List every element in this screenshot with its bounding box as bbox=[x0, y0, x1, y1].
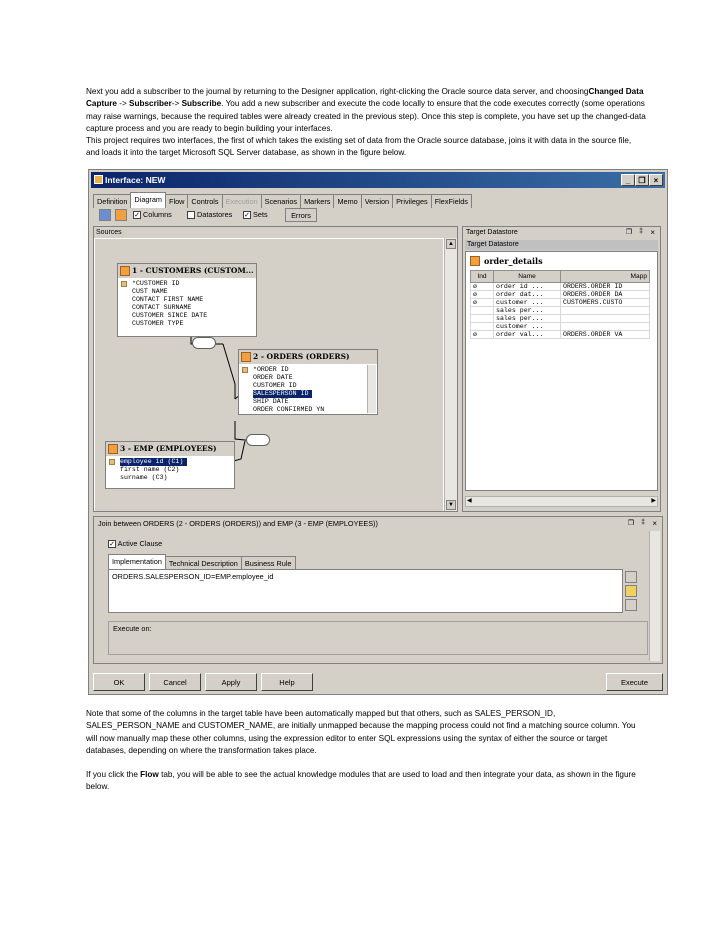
ds3-title-text: 3 - EMP (EMPLOYEES) bbox=[120, 444, 217, 453]
tab-privileges[interactable]: Privileges bbox=[392, 194, 432, 208]
datastores-label: Datastores bbox=[197, 210, 233, 219]
join-properties-panel bbox=[93, 516, 663, 664]
scroll-left-icon[interactable]: ◀ bbox=[467, 498, 472, 504]
datastore-customers-title bbox=[118, 264, 256, 278]
active-clause-label: Active Clause bbox=[117, 539, 163, 548]
scroll-right-icon[interactable]: ▶ bbox=[651, 498, 656, 504]
menu-path-subscribe: Subscribe bbox=[181, 99, 222, 109]
column-item[interactable]: CUST NAME bbox=[132, 288, 168, 295]
mapped-indicator: ø bbox=[471, 291, 494, 299]
target-name bbox=[470, 256, 543, 266]
sets-checkbox[interactable]: ✓ bbox=[244, 212, 250, 220]
mapped-indicator: ø bbox=[471, 283, 494, 291]
sources-panel bbox=[93, 226, 458, 512]
datastore-icon bbox=[120, 266, 130, 276]
columns-label: Columns bbox=[143, 210, 172, 219]
join-icon-customers-orders[interactable] bbox=[192, 337, 216, 349]
intro-paragraph bbox=[86, 86, 646, 160]
cell-name: sales per... bbox=[494, 315, 561, 323]
app-icon bbox=[94, 175, 103, 184]
column-item[interactable]: ORDER CONFIRMED YN bbox=[253, 406, 325, 413]
datastore-emp-title bbox=[106, 442, 234, 456]
column-header[interactable]: Ind bbox=[471, 271, 494, 283]
sources-scrollbar[interactable] bbox=[444, 238, 457, 511]
pencil-icon[interactable] bbox=[625, 585, 637, 597]
datastore-icon bbox=[108, 444, 118, 454]
close-icon[interactable]: × bbox=[652, 519, 657, 528]
column-header[interactable]: Mapp bbox=[561, 271, 650, 283]
execute-on-label: Execute on: bbox=[113, 624, 152, 633]
flow-tab-ref: Flow bbox=[140, 770, 159, 779]
cell-mapping: ORDERS.ORDER VA bbox=[561, 331, 650, 339]
flow-text-a: If you click the bbox=[86, 770, 141, 779]
cancel-button[interactable]: Cancel bbox=[149, 673, 201, 691]
target-hscrollbar[interactable] bbox=[465, 496, 658, 507]
pin-icon[interactable]: ‡ bbox=[639, 228, 643, 235]
target-panel-label: Target Datastore bbox=[466, 229, 518, 236]
column-item[interactable]: CUSTOMER SINCE DATE bbox=[132, 312, 208, 319]
close-icon[interactable]: × bbox=[650, 228, 655, 237]
mapped-indicator: ø bbox=[471, 299, 494, 307]
datastore-icon bbox=[470, 256, 480, 266]
tab-definition[interactable]: Definition bbox=[93, 194, 131, 208]
join-title: Join between ORDERS (2 - ORDERS (ORDERS)) and EMP (3 - EMP (EMPLOYEES)) bbox=[98, 519, 378, 528]
target-name-text: order_details bbox=[484, 256, 543, 266]
columns-checkbox[interactable]: ✓ bbox=[134, 212, 140, 220]
tab-implementation[interactable]: Implementation bbox=[108, 554, 166, 570]
minimize-button[interactable]: _ bbox=[621, 174, 635, 186]
active-clause-checkbox[interactable]: ✓ bbox=[109, 541, 115, 549]
table-row[interactable] bbox=[471, 323, 650, 331]
column-header[interactable]: Name bbox=[494, 271, 561, 283]
apply-button[interactable]: Apply bbox=[205, 673, 257, 691]
datastore-orders[interactable] bbox=[238, 349, 378, 415]
column-item[interactable]: CUSTOMER ID bbox=[253, 382, 297, 389]
menu-path-cdc: Changed Data Capture bbox=[86, 87, 644, 109]
execute-on-group bbox=[108, 621, 648, 655]
flow-paragraph bbox=[86, 769, 646, 794]
restore-icon[interactable]: ❐ bbox=[635, 174, 649, 186]
datastore-orders-title bbox=[239, 350, 377, 364]
cell-mapping: ORDERS.ORDER ID bbox=[561, 283, 650, 291]
active-clause-row bbox=[108, 539, 162, 548]
key-icon bbox=[109, 459, 115, 465]
tab-execution[interactable]: Execution bbox=[222, 194, 262, 208]
join-icon-orders-emp[interactable] bbox=[246, 434, 270, 446]
arrow-sep-1: -> bbox=[116, 99, 129, 109]
window-title: Interface: NEW bbox=[105, 175, 166, 185]
tab-version[interactable]: Version bbox=[361, 194, 393, 208]
interfaces-text: This project requires two interfaces, the first of which takes the existing set of data from the Oracle source database, joins it with data in the source file, and loads it into the target Microsoft SQL Server database, as shown in the figure below. bbox=[86, 136, 632, 158]
column-item[interactable]: *ORDER ID bbox=[253, 366, 289, 373]
mapped-indicator: ø bbox=[471, 331, 494, 339]
join-tabs bbox=[108, 554, 295, 570]
column-item-selected[interactable]: SALESPERSON ID bbox=[253, 390, 312, 398]
pin-icon[interactable]: ‡ bbox=[641, 519, 645, 526]
mapping-paragraph: Note that some of the columns in the target table have been automatically mapped but that others, such as SALES_PERSON_ID, SALES_PERSON_NAME and CUSTOMER_NAME, are initially unmapped because the mapping process could not find a matching source column. You will now manually map these other columns, using the expression editor to enter SQL expressions using the syntax of either the source or target databases, depending on where the transformation takes place. bbox=[86, 709, 636, 755]
diagram-toolbar bbox=[93, 208, 663, 224]
key-icon bbox=[242, 367, 248, 373]
arrow-sep-2: -> bbox=[171, 99, 182, 109]
help-button[interactable]: Help bbox=[261, 673, 313, 691]
cell-mapping bbox=[561, 323, 650, 331]
cell-mapping bbox=[561, 307, 650, 315]
column-item[interactable]: first name (C2) bbox=[120, 466, 180, 473]
mapped-indicator bbox=[471, 315, 494, 323]
tab-technical-description[interactable]: Technical Description bbox=[165, 556, 242, 570]
tab-scenarios[interactable]: Scenarios bbox=[261, 194, 301, 208]
cell-mapping bbox=[561, 315, 650, 323]
target-sub-label: Target Datastore bbox=[465, 240, 658, 250]
tab-diagram[interactable]: Diagram bbox=[130, 192, 166, 208]
key-icon bbox=[121, 281, 127, 287]
ds1-title-text: 1 - CUSTOMERS (CUSTOM... bbox=[132, 266, 254, 275]
cell-name: customer ... bbox=[494, 299, 561, 307]
column-item[interactable]: CONTACT SURNAME bbox=[132, 304, 192, 311]
tab-controls[interactable]: Controls bbox=[187, 194, 222, 208]
tab-markers[interactable]: Markers bbox=[300, 194, 334, 208]
datastore-customers[interactable] bbox=[117, 263, 257, 337]
datastore-icon bbox=[241, 352, 251, 362]
scroll-up-icon[interactable]: ▲ bbox=[446, 239, 456, 249]
column-item[interactable]: CONTACT FIRST NAME bbox=[132, 296, 204, 303]
window-titlebar bbox=[91, 172, 665, 188]
datastore-icon[interactable] bbox=[115, 209, 127, 221]
table-row[interactable] bbox=[471, 291, 650, 299]
sets-label: Sets bbox=[253, 210, 268, 219]
column-item[interactable]: ORDER DATE bbox=[253, 374, 293, 381]
cell-mapping: ORDERS.ORDER DA bbox=[561, 291, 650, 299]
validate-icon[interactable] bbox=[625, 599, 637, 611]
intro-text: Next you add a subscriber to the journal by returning to the Designer application, right-clicking the Oracle source data server, and choosing bbox=[86, 87, 589, 96]
flow-text-c: tab, you will be able to see the actual knowledge modules that are used to load and then integrate your data, as shown in the figure below. bbox=[86, 770, 636, 792]
datastores-checkbox[interactable] bbox=[187, 211, 195, 219]
datastore-emp[interactable] bbox=[105, 441, 235, 489]
target-columns-table bbox=[470, 270, 650, 339]
cell-name: customer ... bbox=[494, 323, 561, 331]
table-row[interactable] bbox=[471, 283, 650, 291]
orders-scrollbar[interactable] bbox=[367, 365, 376, 413]
sources-label: Sources bbox=[94, 227, 457, 238]
column-item[interactable]: SHIP DATE bbox=[253, 398, 289, 405]
tab-memo[interactable]: Memo bbox=[333, 194, 361, 208]
table-row[interactable] bbox=[471, 299, 650, 307]
execute-button[interactable]: Execute bbox=[606, 673, 663, 691]
join-expression-editor[interactable]: ORDERS.SALESPERSON_ID=EMP.employee_id bbox=[108, 569, 623, 613]
menu-path-subscriber: Subscriber bbox=[129, 99, 172, 109]
errors-button[interactable]: Errors bbox=[285, 208, 317, 222]
table-row[interactable] bbox=[471, 315, 650, 323]
ok-button[interactable]: OK bbox=[93, 673, 145, 691]
cell-name: sales per... bbox=[494, 307, 561, 315]
table-row[interactable] bbox=[471, 307, 650, 315]
interface-window bbox=[88, 169, 668, 695]
cell-name: order val... bbox=[494, 331, 561, 339]
expression-editor-icon[interactable] bbox=[625, 571, 637, 583]
intro-text-cont: . You add a new subscriber and execute the code locally to ensure that the code executes correctly (some operations may raise warnings, because the required tables were already created in the previous step). Once this step is complete, you have set up the changed-data capture process and you are ready to begin building your interfaces. bbox=[86, 99, 646, 133]
join-scrollbar[interactable] bbox=[649, 531, 660, 661]
mapped-indicator bbox=[471, 323, 494, 331]
tab-flow[interactable]: Flow bbox=[165, 194, 188, 208]
ds2-title-text: 2 - ORDERS (ORDERS) bbox=[253, 352, 350, 361]
column-item-selected[interactable]: employee id (C1) bbox=[120, 458, 187, 466]
scroll-down-icon[interactable]: ▼ bbox=[446, 500, 456, 510]
restore-icon[interactable]: ❐ bbox=[627, 520, 634, 527]
tab-flexfields[interactable]: FlexFields bbox=[431, 194, 472, 208]
tab-business-rule[interactable]: Business Rule bbox=[241, 556, 296, 570]
column-item[interactable]: surname (C3) bbox=[120, 474, 168, 481]
column-item[interactable]: CUSTOMER TYPE bbox=[132, 320, 184, 327]
cell-name: order dat... bbox=[494, 291, 561, 299]
target-panel bbox=[462, 226, 661, 512]
table-row[interactable] bbox=[471, 331, 650, 339]
close-button[interactable]: × bbox=[649, 174, 663, 186]
column-item[interactable]: *CUSTOMER ID bbox=[132, 280, 180, 287]
restore-icon[interactable]: ❐ bbox=[625, 229, 632, 236]
cell-mapping: CUSTOMERS.CUSTO bbox=[561, 299, 650, 307]
target-datastore-view bbox=[465, 251, 658, 491]
interface-tabs bbox=[93, 192, 663, 206]
diagram-canvas[interactable] bbox=[95, 239, 443, 511]
layout-icon[interactable] bbox=[99, 209, 111, 221]
cell-name: order id ... bbox=[494, 283, 561, 291]
mapped-indicator bbox=[471, 307, 494, 315]
